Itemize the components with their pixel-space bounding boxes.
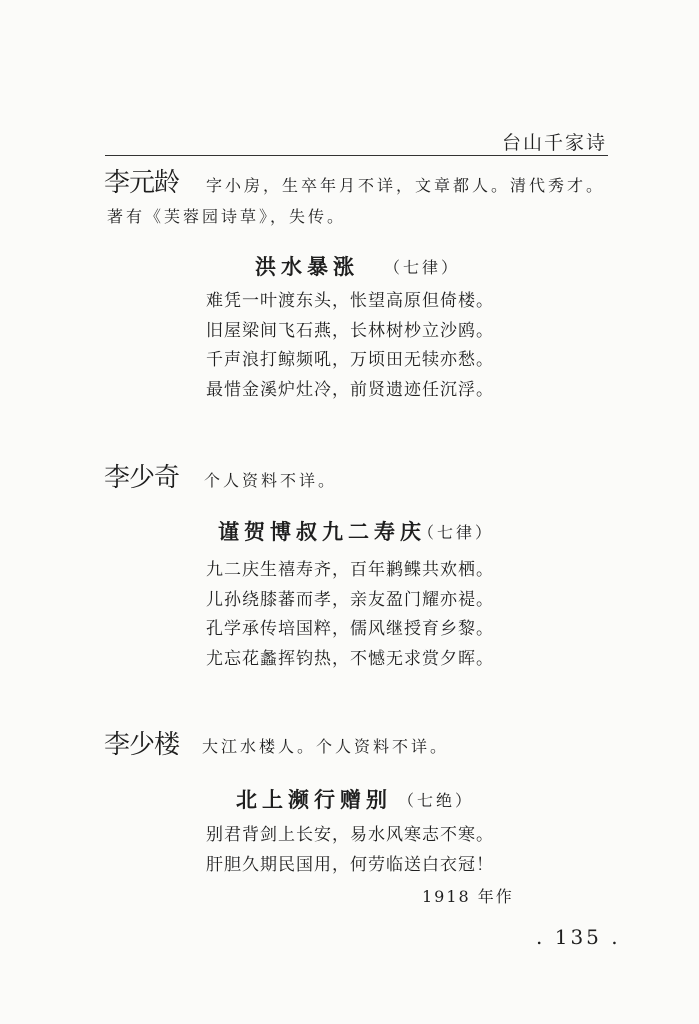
- poem-line: 千声浪打鲸频吼，万顷田无犊亦愁。: [206, 350, 494, 370]
- header-rule: [105, 155, 608, 156]
- poem-title: 洪水暴涨: [255, 255, 359, 279]
- poem-line: 难凭一叶渡东头，怅望高原但倚楼。: [206, 291, 494, 311]
- poem-title: 北上濒行赠别: [236, 788, 392, 812]
- page-number: . 135 .: [536, 925, 621, 949]
- poem-line: 旧屋梁间飞石燕，长林树杪立沙鸥。: [206, 320, 494, 341]
- running-header: 台山千家诗: [501, 132, 607, 154]
- poem-line: 最惜金溪炉灶冷，前贤遗迹任沉浮。: [206, 379, 494, 400]
- poem-line: 别君背剑上长安，易水风寒志不寒。: [206, 825, 494, 845]
- poem-line: 肝胆久期民国用，何劳临送白衣冠！: [206, 854, 494, 875]
- author-name: 李少奇: [104, 463, 180, 493]
- poem-body: [206, 556, 494, 674]
- author-name: 李少楼: [104, 730, 180, 760]
- author-name: 李元龄: [104, 168, 180, 198]
- poem-form: （七律）: [384, 258, 461, 277]
- poem-line: 儿孙绕膝蕃而孝，亲友盈门耀亦禔。: [206, 589, 494, 610]
- poem-form: （七律）: [418, 523, 495, 542]
- author-bio: 字小房，生卒年月不详，文章都人。清代秀才。: [206, 176, 606, 195]
- poem-line: 九二庆生禧寿齐，百年鹣鲽共欢栖。: [206, 560, 494, 580]
- poem-line: 尤忘花蠡挥钧热，不憾无求赏夕晖。: [206, 648, 494, 669]
- poem-form: （七绝）: [398, 791, 475, 810]
- poem-body: [206, 821, 494, 880]
- composition-date-note: 1918 年作: [422, 887, 514, 906]
- author-bio: 个人资料不详。: [204, 471, 338, 490]
- poem-body: [206, 287, 494, 405]
- poem-line: 孔学承传培国粹，儒风继授育乡黎。: [206, 619, 494, 639]
- author-bio-continued: 著有《芙蓉园诗草》，失传。: [107, 207, 347, 226]
- author-bio: 大江水楼人。个人资料不详。: [202, 737, 450, 756]
- poem-title: 谨贺博叔九二寿庆: [218, 520, 426, 544]
